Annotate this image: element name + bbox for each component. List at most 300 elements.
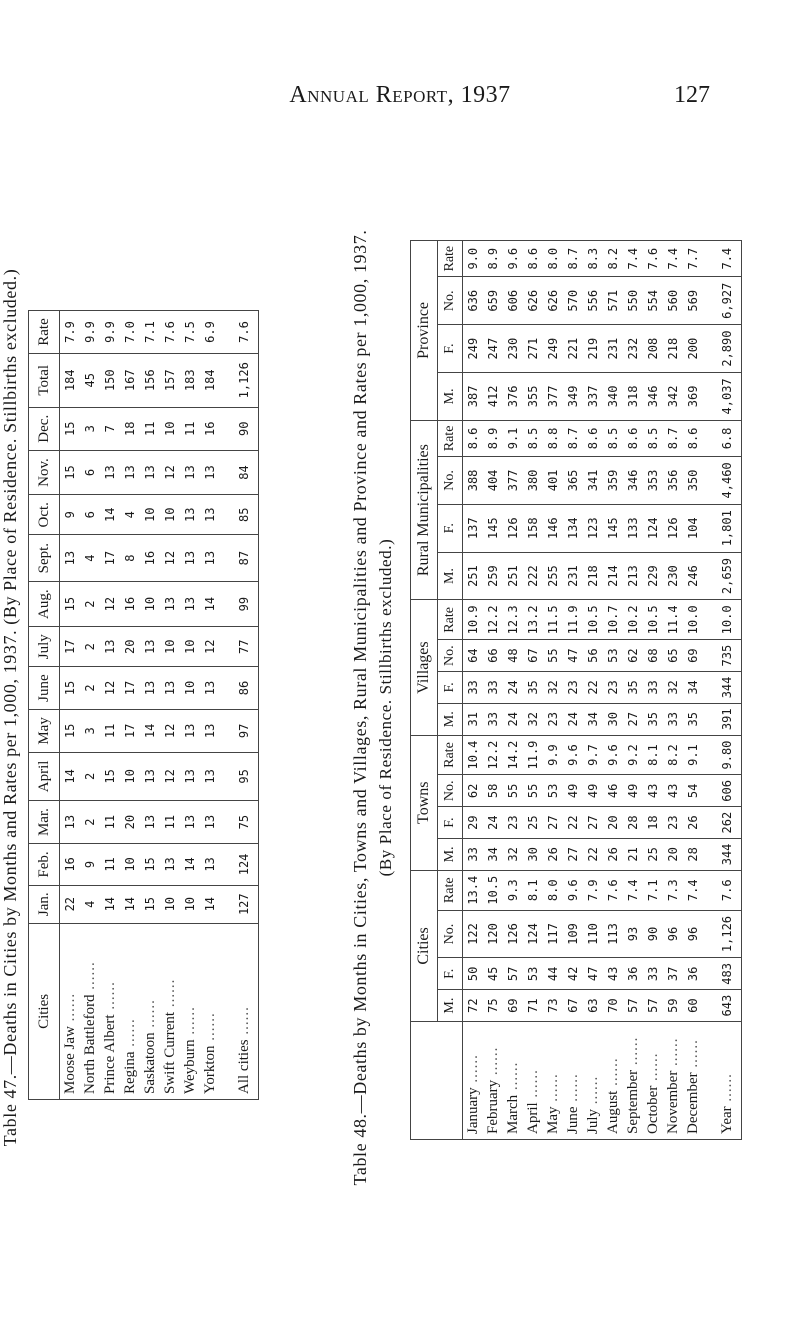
table-cell: 13 bbox=[180, 800, 200, 843]
table-cell: 2 bbox=[80, 667, 100, 710]
table-cell: 16 bbox=[200, 407, 220, 450]
table-cell: 113 bbox=[603, 910, 623, 958]
table-row bbox=[683, 241, 703, 1140]
table-cell: 10.7 bbox=[603, 600, 623, 640]
subcolumn-header: F. bbox=[438, 958, 463, 990]
table-row bbox=[643, 241, 663, 1140]
table-row bbox=[563, 241, 583, 1140]
page-number: 127 bbox=[674, 82, 710, 108]
table-cell: 11 bbox=[180, 407, 200, 450]
table-cell: 11.4 bbox=[663, 600, 683, 640]
col-header: Cities bbox=[29, 923, 60, 1099]
table-cell: 12.2 bbox=[483, 735, 503, 775]
table-cell: 93 bbox=[623, 910, 643, 958]
table-cell: 65 bbox=[663, 640, 683, 672]
month-col-header bbox=[411, 1022, 463, 1140]
table-cell: 150 bbox=[100, 353, 120, 407]
table-cell: 15 bbox=[60, 709, 81, 752]
table-47 bbox=[28, 310, 259, 1100]
table-cell: 90 bbox=[643, 910, 663, 958]
year-cell: 262 bbox=[713, 807, 742, 839]
table-cell: 53 bbox=[543, 775, 563, 807]
table-cell: 10 bbox=[180, 627, 200, 667]
table-cell: 18 bbox=[643, 807, 663, 839]
table-cell: 213 bbox=[623, 552, 643, 600]
year-cell: 7.4 bbox=[713, 241, 742, 277]
table-cell: 14 bbox=[200, 885, 220, 923]
subcolumn-header: M. bbox=[438, 703, 463, 735]
table-cell: 249 bbox=[463, 325, 484, 373]
table-cell: 11 bbox=[160, 800, 180, 843]
table-cell: 10 bbox=[160, 627, 180, 667]
table-cell: 13 bbox=[180, 535, 200, 581]
table-cell: 219 bbox=[583, 325, 603, 373]
year-cell: 483 bbox=[713, 958, 742, 990]
total-cell: 1,126 bbox=[230, 353, 259, 407]
subcolumn-header: Rate bbox=[438, 600, 463, 640]
table-cell: 369 bbox=[683, 373, 703, 421]
year-cell: 7.6 bbox=[713, 870, 742, 910]
table-cell: 30 bbox=[603, 703, 623, 735]
table-cell: 26 bbox=[603, 839, 623, 871]
table-cell: 49 bbox=[583, 775, 603, 807]
table-cell: 158 bbox=[523, 504, 543, 552]
table-cell: 11 bbox=[100, 709, 120, 752]
table-cell: 156 bbox=[140, 353, 160, 407]
table-cell: 13 bbox=[180, 752, 200, 800]
total-cell: 99 bbox=[230, 581, 259, 626]
table-cell: 13 bbox=[200, 667, 220, 710]
year-cell: 606 bbox=[713, 775, 742, 807]
subcolumn-header: M. bbox=[438, 373, 463, 421]
group-header-cities: Cities bbox=[411, 870, 438, 1021]
table-cell: 12 bbox=[160, 535, 180, 581]
table-cell: 13 bbox=[180, 709, 200, 752]
table-cell: 7.7 bbox=[683, 241, 703, 277]
page-header bbox=[0, 82, 800, 112]
spacer-cell bbox=[703, 504, 713, 552]
table-cell: 2 bbox=[80, 627, 100, 667]
table-cell: 46 bbox=[603, 775, 623, 807]
table-cell: 23 bbox=[603, 672, 623, 704]
table-cell: 20 bbox=[603, 807, 623, 839]
table-cell: 377 bbox=[503, 457, 523, 505]
table-cell: 8.9 bbox=[483, 241, 503, 277]
table-cell: 73 bbox=[543, 990, 563, 1022]
spacer-cell bbox=[703, 241, 713, 277]
table-cell: 32 bbox=[663, 672, 683, 704]
subcolumn-header: F. bbox=[438, 672, 463, 704]
table-cell: 10.4 bbox=[463, 735, 484, 775]
table-48-subcolumn-row bbox=[438, 241, 463, 1140]
table-cell: 117 bbox=[543, 910, 563, 958]
table-cell: 58 bbox=[483, 775, 503, 807]
table-cell: 16 bbox=[60, 844, 81, 885]
table-cell: 22 bbox=[583, 839, 603, 871]
month-name: September ...... bbox=[623, 1022, 643, 1140]
month-name: January ...... bbox=[463, 1022, 484, 1140]
table-cell: 13 bbox=[140, 667, 160, 710]
table-cell: 49 bbox=[623, 775, 643, 807]
table-cell: 626 bbox=[523, 277, 543, 325]
year-label: Year ...... bbox=[713, 1022, 742, 1140]
total-cell: 77 bbox=[230, 627, 259, 667]
table-cell: 10 bbox=[180, 667, 200, 710]
month-name: April ...... bbox=[523, 1022, 543, 1140]
table-row bbox=[503, 241, 523, 1140]
table-cell: 120 bbox=[483, 910, 503, 958]
table-cell: 124 bbox=[643, 504, 663, 552]
table-cell: 15 bbox=[60, 407, 81, 450]
table-cell: 15 bbox=[60, 581, 81, 626]
col-header: June bbox=[29, 667, 60, 710]
table-cell: 14 bbox=[200, 581, 220, 626]
year-cell: 4,037 bbox=[713, 373, 742, 421]
total-cell: 85 bbox=[230, 495, 259, 535]
table-48-caption: Table 48.—Deaths by Months in Cities, Towns and Villages, Rural Municipalities and Province and Rates per 1,000, 1937. bbox=[350, 229, 370, 1186]
table-cell: 13.4 bbox=[463, 870, 484, 910]
table-cell: 401 bbox=[543, 457, 563, 505]
table-cell: 13 bbox=[100, 450, 120, 494]
table-cell: 10 bbox=[160, 407, 180, 450]
table-cell: 229 bbox=[643, 552, 663, 600]
table-cell: 8.6 bbox=[523, 241, 543, 277]
table-cell: 255 bbox=[543, 552, 563, 600]
table-row bbox=[603, 241, 623, 1140]
total-row bbox=[230, 311, 259, 1100]
spacer-cell bbox=[220, 885, 230, 923]
table-cell: 33 bbox=[663, 703, 683, 735]
table-cell: 59 bbox=[663, 990, 683, 1022]
table-row bbox=[483, 241, 503, 1140]
table-cell: 8.5 bbox=[643, 420, 663, 456]
table-cell: 13 bbox=[140, 627, 160, 667]
table-cell: 49 bbox=[563, 775, 583, 807]
table-47-header-row bbox=[29, 311, 60, 1100]
month-name: December ...... bbox=[683, 1022, 703, 1140]
subcolumn-header: F. bbox=[438, 325, 463, 373]
city-name: Regina ...... bbox=[120, 923, 140, 1099]
table-cell: 380 bbox=[523, 457, 543, 505]
table-cell: 26 bbox=[543, 839, 563, 871]
table-cell: 55 bbox=[503, 775, 523, 807]
table-cell: 8.1 bbox=[523, 870, 543, 910]
table-cell: 122 bbox=[463, 910, 484, 958]
table-row bbox=[543, 241, 563, 1140]
table-cell: 20 bbox=[663, 839, 683, 871]
table-cell: 11.9 bbox=[523, 735, 543, 775]
table-cell: 184 bbox=[200, 353, 220, 407]
table-cell: 550 bbox=[623, 277, 643, 325]
table-cell: 34 bbox=[483, 839, 503, 871]
table-cell: 43 bbox=[603, 958, 623, 990]
table-cell: 15 bbox=[60, 667, 81, 710]
col-header: Nov. bbox=[29, 450, 60, 494]
table-cell: 13 bbox=[180, 450, 200, 494]
table-cell: 7.6 bbox=[603, 870, 623, 910]
spacer-cell bbox=[220, 407, 230, 450]
table-cell: 8.7 bbox=[663, 420, 683, 456]
subcolumn-header: No. bbox=[438, 640, 463, 672]
table-cell: 35 bbox=[523, 672, 543, 704]
table-cell: 68 bbox=[643, 640, 663, 672]
table-cell: 9.9 bbox=[100, 311, 120, 354]
year-cell: 6,927 bbox=[713, 277, 742, 325]
table-cell: 57 bbox=[623, 990, 643, 1022]
spacer-cell bbox=[703, 807, 713, 839]
table-cell: 13 bbox=[180, 581, 200, 626]
table-cell: 259 bbox=[483, 552, 503, 600]
spacer-cell bbox=[703, 839, 713, 871]
table-cell: 231 bbox=[603, 325, 623, 373]
table-cell: 7.3 bbox=[663, 870, 683, 910]
table-cell: 43 bbox=[643, 775, 663, 807]
table-cell: 33 bbox=[643, 672, 663, 704]
year-cell: 4,460 bbox=[713, 457, 742, 505]
table-cell: 9 bbox=[80, 844, 100, 885]
table-cell: 8.2 bbox=[663, 735, 683, 775]
table-cell: 606 bbox=[503, 277, 523, 325]
table-cell: 8.8 bbox=[543, 420, 563, 456]
month-name: March ...... bbox=[503, 1022, 523, 1140]
table-cell: 337 bbox=[583, 373, 603, 421]
table-cell: 659 bbox=[483, 277, 503, 325]
table-cell: 13 bbox=[200, 535, 220, 581]
table-cell: 318 bbox=[623, 373, 643, 421]
table-cell: 8.6 bbox=[583, 420, 603, 456]
table-cell: 15 bbox=[100, 752, 120, 800]
spacer-cell bbox=[220, 923, 230, 1099]
table-cell: 8.0 bbox=[543, 870, 563, 910]
table-cell: 13 bbox=[100, 627, 120, 667]
table-cell: 54 bbox=[683, 775, 703, 807]
table-47-body bbox=[60, 311, 259, 1100]
table-cell: 353 bbox=[643, 457, 663, 505]
table-cell: 55 bbox=[523, 775, 543, 807]
spacer-cell bbox=[220, 311, 230, 354]
spacer-cell bbox=[703, 420, 713, 456]
table-cell: 359 bbox=[603, 457, 623, 505]
table-cell: 13 bbox=[140, 800, 160, 843]
table-cell: 8.7 bbox=[563, 420, 583, 456]
table-cell: 133 bbox=[623, 504, 643, 552]
table-cell: 96 bbox=[683, 910, 703, 958]
table-cell: 12 bbox=[200, 627, 220, 667]
table-cell: 50 bbox=[463, 958, 484, 990]
subcolumn-header: Rate bbox=[438, 870, 463, 910]
spacer-cell bbox=[220, 709, 230, 752]
table-cell: 22 bbox=[60, 885, 81, 923]
table-cell: 110 bbox=[583, 910, 603, 958]
spacer-cell bbox=[703, 990, 713, 1022]
table-cell: 9.1 bbox=[683, 735, 703, 775]
table-row bbox=[120, 311, 140, 1100]
total-cell: 90 bbox=[230, 407, 259, 450]
spacer-row bbox=[220, 311, 230, 1100]
table-cell: 9.9 bbox=[80, 311, 100, 354]
table-cell: 55 bbox=[543, 640, 563, 672]
table-cell: 126 bbox=[503, 504, 523, 552]
table-cell: 184 bbox=[60, 353, 81, 407]
table-cell: 9.2 bbox=[623, 735, 643, 775]
running-title: Annual Report, 1937 bbox=[289, 82, 511, 108]
year-cell: 735 bbox=[713, 640, 742, 672]
table-cell: 10 bbox=[120, 752, 140, 800]
table-cell: 14 bbox=[100, 885, 120, 923]
table-cell: 13 bbox=[180, 495, 200, 535]
total-cell: 84 bbox=[230, 450, 259, 494]
table-cell: 230 bbox=[503, 325, 523, 373]
table-cell: 33 bbox=[643, 958, 663, 990]
table-cell: 12.3 bbox=[503, 600, 523, 640]
table-cell: 218 bbox=[663, 325, 683, 373]
table-cell: 4 bbox=[120, 495, 140, 535]
spacer-cell bbox=[703, 735, 713, 775]
table-cell: 26 bbox=[683, 807, 703, 839]
table-row bbox=[663, 241, 683, 1140]
spacer-cell bbox=[220, 627, 230, 667]
table-cell: 33 bbox=[483, 672, 503, 704]
table-cell: 10 bbox=[140, 495, 160, 535]
table-cell: 22 bbox=[583, 672, 603, 704]
table-cell: 16 bbox=[120, 581, 140, 626]
table-cell: 412 bbox=[483, 373, 503, 421]
table-cell: 13.2 bbox=[523, 600, 543, 640]
table-cell: 33 bbox=[463, 672, 484, 704]
spacer-cell bbox=[703, 958, 713, 990]
group-header-rural-municipalities: Rural Municipalities bbox=[411, 420, 438, 600]
table-cell: 62 bbox=[623, 640, 643, 672]
table-cell: 349 bbox=[563, 373, 583, 421]
table-cell: 60 bbox=[683, 990, 703, 1022]
table-cell: 27 bbox=[623, 703, 643, 735]
spacer-cell bbox=[220, 752, 230, 800]
table-cell: 7.5 bbox=[180, 311, 200, 354]
subcolumn-header: M. bbox=[438, 990, 463, 1022]
table-cell: 376 bbox=[503, 373, 523, 421]
table-47-caption: Table 47.—Deaths in Cities by Months and Rates per 1,000, 1937. (By Place of Residence. Stillbirths excluded.) bbox=[0, 268, 20, 1147]
table-cell: 75 bbox=[483, 990, 503, 1022]
table-cell: 72 bbox=[463, 990, 484, 1022]
year-cell: 2,890 bbox=[713, 325, 742, 373]
month-name: August ...... bbox=[603, 1022, 623, 1140]
table-cell: 13 bbox=[200, 450, 220, 494]
table-cell: 8.0 bbox=[543, 241, 563, 277]
table-cell: 9 bbox=[60, 495, 81, 535]
year-cell: 6.8 bbox=[713, 420, 742, 456]
total-label: All cities ...... bbox=[230, 923, 259, 1099]
year-row bbox=[713, 241, 742, 1140]
spacer-cell bbox=[703, 672, 713, 704]
table-cell: 569 bbox=[683, 277, 703, 325]
table-cell: 33 bbox=[463, 839, 484, 871]
table-cell: 231 bbox=[563, 552, 583, 600]
table-cell: 13 bbox=[60, 800, 81, 843]
table-cell: 10 bbox=[160, 885, 180, 923]
table-cell: 13 bbox=[200, 495, 220, 535]
table-cell: 24 bbox=[503, 703, 523, 735]
table-cell: 35 bbox=[623, 672, 643, 704]
subcolumn-header: F. bbox=[438, 807, 463, 839]
table-cell: 626 bbox=[543, 277, 563, 325]
col-header: Dec. bbox=[29, 407, 60, 450]
year-cell: 2,659 bbox=[713, 552, 742, 600]
table-cell: 167 bbox=[120, 353, 140, 407]
table-cell: 13 bbox=[160, 844, 180, 885]
table-cell: 13 bbox=[200, 709, 220, 752]
table-cell: 221 bbox=[563, 325, 583, 373]
table-cell: 11 bbox=[100, 800, 120, 843]
table-cell: 8.7 bbox=[563, 241, 583, 277]
group-header-villages: Villages bbox=[411, 600, 438, 735]
table-cell: 15 bbox=[60, 450, 81, 494]
table-cell: 10.5 bbox=[483, 870, 503, 910]
table-cell: 14 bbox=[60, 752, 81, 800]
table-48-group-row bbox=[411, 241, 438, 1140]
subcolumn-header: Rate bbox=[438, 735, 463, 775]
table-cell: 12 bbox=[100, 667, 120, 710]
table-cell: 13 bbox=[120, 450, 140, 494]
col-header: Mar. bbox=[29, 800, 60, 843]
spacer-cell bbox=[220, 353, 230, 407]
table-cell: 24 bbox=[503, 672, 523, 704]
city-name: Swift Current ...... bbox=[160, 923, 180, 1099]
table-cell: 126 bbox=[503, 910, 523, 958]
table-cell: 23 bbox=[503, 807, 523, 839]
table-cell: 34 bbox=[683, 672, 703, 704]
table-cell: 13 bbox=[200, 752, 220, 800]
table-cell: 13 bbox=[140, 450, 160, 494]
col-header: Total bbox=[29, 353, 60, 407]
city-name: North Battleford ...... bbox=[80, 923, 100, 1099]
table-cell: 12 bbox=[160, 752, 180, 800]
table-cell: 35 bbox=[683, 703, 703, 735]
spacer-cell bbox=[220, 450, 230, 494]
table-cell: 3 bbox=[80, 709, 100, 752]
table-cell: 7.1 bbox=[643, 870, 663, 910]
table-cell: 66 bbox=[483, 640, 503, 672]
table-cell: 23 bbox=[543, 703, 563, 735]
table-cell: 9.3 bbox=[503, 870, 523, 910]
table-cell: 404 bbox=[483, 457, 503, 505]
table-cell: 157 bbox=[160, 353, 180, 407]
table-cell: 109 bbox=[563, 910, 583, 958]
table-cell: 249 bbox=[543, 325, 563, 373]
year-cell: 344 bbox=[713, 672, 742, 704]
table-cell: 4 bbox=[80, 535, 100, 581]
table-cell: 9.1 bbox=[503, 420, 523, 456]
month-name: November ...... bbox=[663, 1022, 683, 1140]
table-cell: 23 bbox=[663, 807, 683, 839]
table-cell: 9.6 bbox=[603, 735, 623, 775]
table-cell: 8.6 bbox=[623, 420, 643, 456]
table-cell: 218 bbox=[583, 552, 603, 600]
table-cell: 560 bbox=[663, 277, 683, 325]
table-cell: 8.3 bbox=[583, 241, 603, 277]
table-cell: 124 bbox=[523, 910, 543, 958]
table-cell: 6.9 bbox=[200, 311, 220, 354]
col-header: Oct. bbox=[29, 495, 60, 535]
table-cell: 636 bbox=[463, 277, 484, 325]
table-cell: 63 bbox=[583, 990, 603, 1022]
spacer-cell bbox=[220, 800, 230, 843]
month-name: February ...... bbox=[483, 1022, 503, 1140]
table-cell: 24 bbox=[483, 807, 503, 839]
table-cell: 32 bbox=[503, 839, 523, 871]
table-cell: 17 bbox=[100, 535, 120, 581]
table-cell: 10 bbox=[160, 495, 180, 535]
col-header: April bbox=[29, 752, 60, 800]
